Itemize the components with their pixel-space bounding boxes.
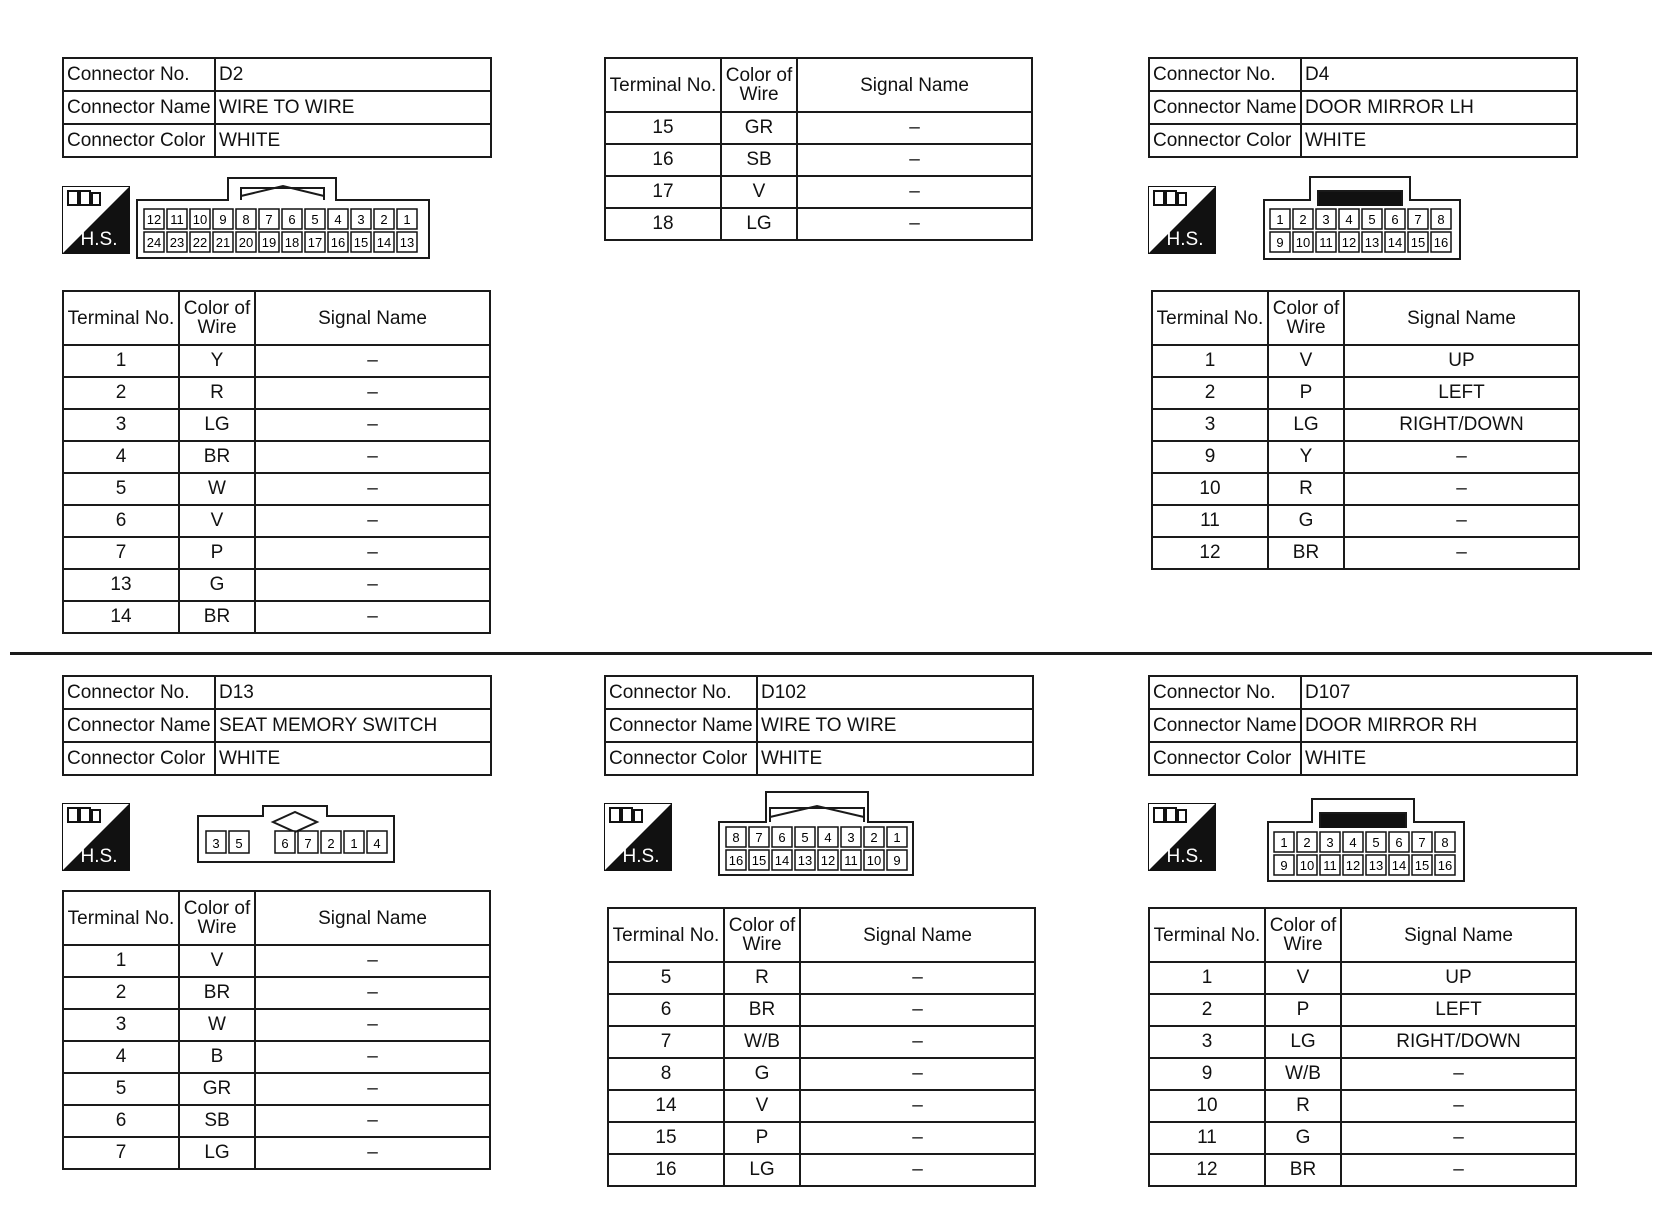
wire-color-cell: LG (179, 1137, 255, 1169)
pin-number: 3 (847, 830, 855, 845)
pin-number: 7 (265, 212, 273, 227)
connector-color-label: Connector Color (605, 742, 757, 775)
signal-name-header: Signal Name (255, 891, 490, 945)
signal-name-cell: UP (1344, 345, 1579, 377)
signal-name-cell: – (255, 601, 490, 633)
terminal-no-cell: 16 (608, 1154, 724, 1186)
pin-number: 3 (1326, 835, 1334, 850)
harness-side-label: H.S. (80, 229, 118, 250)
signal-name-cell: – (255, 441, 490, 473)
wire-color-cell: V (724, 1090, 800, 1122)
terminal-no-cell: 2 (63, 977, 179, 1009)
pin-number: 9 (1280, 858, 1288, 873)
signal-name-cell: – (255, 409, 490, 441)
wire-color-cell: R (1268, 473, 1344, 505)
terminal-no-cell: 11 (1152, 505, 1268, 537)
connector-no-label: Connector No. (1149, 58, 1301, 91)
signal-name-cell: – (797, 144, 1032, 176)
connector-no-label: Connector No. (63, 58, 215, 91)
signal-name-cell: – (255, 1041, 490, 1073)
pin-number: 2 (327, 836, 335, 851)
pin-number: 2 (870, 830, 878, 845)
pin-number: 6 (778, 830, 786, 845)
connector-name-value: DOOR MIRROR RH (1301, 709, 1577, 742)
signal-name-cell: – (255, 945, 490, 977)
connector-no-value: D13 (215, 676, 491, 709)
wire-color-cell: LG (1268, 409, 1344, 441)
wire-color-header-line1: Color of (1269, 915, 1337, 936)
harness-side-label: H.S. (80, 846, 118, 867)
wire-color-cell: P (179, 537, 255, 569)
signal-name-cell: – (1341, 1058, 1576, 1090)
pin-number: 9 (219, 212, 227, 227)
pin-number: 16 (1437, 858, 1453, 873)
pin-number: 14 (1387, 235, 1403, 250)
terminal-no-cell: 5 (608, 962, 724, 994)
signal-name-cell: – (255, 1137, 490, 1169)
wire-color-header-line2: Wire (197, 317, 237, 338)
pin-number: 14 (376, 235, 392, 250)
pin-number: 16 (1433, 235, 1449, 250)
signal-name-cell: – (255, 977, 490, 1009)
terminal-no-cell: 14 (63, 601, 179, 633)
terminal-no-cell: 12 (1149, 1154, 1265, 1186)
terminal-no-cell: 1 (1152, 345, 1268, 377)
connector-color-label: Connector Color (63, 742, 215, 775)
pin-number: 11 (1319, 235, 1333, 250)
wire-color-header-line1: Color of (1272, 298, 1340, 319)
signal-name-cell: – (255, 345, 490, 377)
signal-name-header: Signal Name (255, 291, 490, 345)
terminal-no-cell: 15 (605, 112, 721, 144)
wire-color-cell: R (179, 377, 255, 409)
pin-number: 5 (235, 836, 243, 851)
wire-color-cell: G (1265, 1122, 1341, 1154)
wire-color-cell: W (179, 1009, 255, 1041)
signal-name-cell: – (800, 962, 1035, 994)
connector-color-label: Connector Color (63, 124, 215, 157)
terminal-no-cell: 1 (63, 345, 179, 377)
wire-color-cell: BR (1268, 537, 1344, 569)
pin-number: 20 (238, 235, 254, 250)
terminal-no-header: Terminal No. (1149, 908, 1265, 962)
terminal-no-cell: 3 (63, 409, 179, 441)
wire-color-cell: LG (179, 409, 255, 441)
terminal-no-cell: 16 (605, 144, 721, 176)
pin-number: 5 (311, 212, 319, 227)
wire-color-header-line1: Color of (183, 898, 251, 919)
wire-color-cell: V (721, 176, 797, 208)
pin-number: 15 (1410, 235, 1426, 250)
signal-name-header: Signal Name (797, 58, 1032, 112)
wire-color-cell: BR (1265, 1154, 1341, 1186)
wire-color-cell: BR (179, 601, 255, 633)
wire-color-header-line2: Wire (742, 934, 782, 955)
pin-number: 1 (1280, 835, 1288, 850)
pin-number: 7 (1414, 212, 1422, 227)
connector-name-value: WIRE TO WIRE (215, 91, 491, 124)
wire-color-header-line2: Wire (739, 84, 779, 105)
pin-number: 7 (755, 830, 763, 845)
pin-number: 14 (1391, 858, 1407, 873)
signal-name-cell: – (800, 1122, 1035, 1154)
signal-name-cell: – (1344, 473, 1579, 505)
terminal-no-header: Terminal No. (608, 908, 724, 962)
pin-number: 2 (1303, 835, 1311, 850)
terminal-no-cell: 3 (63, 1009, 179, 1041)
wire-color-header-line1: Color of (183, 298, 251, 319)
pin-number: 3 (212, 836, 220, 851)
terminal-no-cell: 7 (63, 1137, 179, 1169)
pin-number: 8 (732, 830, 740, 845)
terminal-no-cell: 4 (63, 1041, 179, 1073)
wire-color-cell: Y (1268, 441, 1344, 473)
pin-number: 4 (824, 830, 832, 845)
connector-color-label: Connector Color (1149, 742, 1301, 775)
signal-name-cell: LEFT (1344, 377, 1579, 409)
wire-color-cell: V (179, 945, 255, 977)
signal-name-cell: – (800, 994, 1035, 1026)
wire-color-cell: W (179, 473, 255, 505)
connector-name-label: Connector Name (605, 709, 757, 742)
wire-color-header-line1: Color of (728, 915, 796, 936)
signal-name-cell: – (1344, 505, 1579, 537)
pin-number: 1 (350, 836, 358, 851)
signal-name-cell: – (255, 1073, 490, 1105)
pin-number: 12 (1345, 858, 1361, 873)
pin-number: 6 (1391, 212, 1399, 227)
pin-number: 17 (307, 235, 323, 250)
pin-number: 15 (751, 853, 767, 868)
terminal-no-cell: 5 (63, 1073, 179, 1105)
pin-number: 4 (1345, 212, 1353, 227)
pin-number: 14 (774, 853, 790, 868)
wire-color-cell: SB (721, 144, 797, 176)
connector-no-value: D102 (757, 676, 1033, 709)
wire-color-cell: W/B (1265, 1058, 1341, 1090)
wire-color-cell: V (179, 505, 255, 537)
wire-color-cell: LG (721, 208, 797, 240)
signal-name-header: Signal Name (1341, 908, 1576, 962)
pin-number: 23 (169, 235, 185, 250)
terminal-no-cell: 4 (63, 441, 179, 473)
signal-name-cell: – (255, 473, 490, 505)
pin-number: 13 (797, 853, 813, 868)
pin-number: 5 (801, 830, 809, 845)
terminal-no-cell: 5 (63, 473, 179, 505)
pin-number: 10 (1299, 858, 1315, 873)
terminal-no-cell: 1 (63, 945, 179, 977)
wire-color-cell: V (1265, 962, 1341, 994)
pin-number: 1 (1276, 212, 1284, 227)
wire-color-cell: B (179, 1041, 255, 1073)
terminal-no-cell: 14 (608, 1090, 724, 1122)
connector-name-value: DOOR MIRROR LH (1301, 91, 1577, 124)
pin-number: 16 (330, 235, 346, 250)
connector-name-value: WIRE TO WIRE (757, 709, 1033, 742)
pin-number: 10 (866, 853, 882, 868)
signal-name-cell: – (797, 176, 1032, 208)
terminal-no-header: Terminal No. (605, 58, 721, 112)
signal-name-header: Signal Name (800, 908, 1035, 962)
signal-name-cell: – (255, 505, 490, 537)
pin-number: 13 (399, 235, 415, 250)
connector-no-value: D2 (215, 58, 491, 91)
wire-color-header-line2: Wire (1286, 317, 1326, 338)
wire-color-cell: G (724, 1058, 800, 1090)
pin-number: 5 (1368, 212, 1376, 227)
pin-number: 4 (1349, 835, 1357, 850)
pin-number: 15 (353, 235, 369, 250)
signal-name-cell: – (255, 569, 490, 601)
pin-number: 12 (1341, 235, 1357, 250)
wire-color-header-line2: Wire (1283, 934, 1323, 955)
wire-color-cell: SB (179, 1105, 255, 1137)
pin-number: 7 (304, 836, 312, 851)
terminal-no-cell: 10 (1152, 473, 1268, 505)
terminal-no-cell: 8 (608, 1058, 724, 1090)
wire-color-cell: Y (179, 345, 255, 377)
pin-number: 3 (1322, 212, 1330, 227)
signal-name-cell: RIGHT/DOWN (1341, 1026, 1576, 1058)
harness-side-label: H.S. (1166, 846, 1204, 867)
wire-color-cell: W/B (724, 1026, 800, 1058)
terminal-no-cell: 7 (608, 1026, 724, 1058)
terminal-no-cell: 3 (1149, 1026, 1265, 1058)
wire-color-cell: G (179, 569, 255, 601)
pin-number: 11 (1323, 858, 1337, 873)
pin-number: 7 (1418, 835, 1426, 850)
wire-color-cell: V (1268, 345, 1344, 377)
pin-number: 16 (728, 853, 744, 868)
pin-number: 8 (1437, 212, 1445, 227)
terminal-no-header: Terminal No. (1152, 291, 1268, 345)
connector-no-label: Connector No. (63, 676, 215, 709)
terminal-no-cell: 2 (1152, 377, 1268, 409)
wire-color-cell: GR (179, 1073, 255, 1105)
connector-name-label: Connector Name (1149, 709, 1301, 742)
pin-number: 8 (1441, 835, 1449, 850)
terminal-no-cell: 2 (63, 377, 179, 409)
harness-side-label: H.S. (1166, 229, 1204, 250)
signal-name-cell: UP (1341, 962, 1576, 994)
wire-color-cell: R (1265, 1090, 1341, 1122)
terminal-no-cell: 15 (608, 1122, 724, 1154)
connector-name-value: SEAT MEMORY SWITCH (215, 709, 491, 742)
pin-number: 12 (820, 853, 836, 868)
pin-number: 6 (281, 836, 289, 851)
pin-number: 6 (288, 212, 296, 227)
wire-color-cell: BR (179, 977, 255, 1009)
terminal-no-cell: 13 (63, 569, 179, 601)
pin-number: 11 (844, 853, 858, 868)
terminal-no-cell: 17 (605, 176, 721, 208)
pin-number: 15 (1414, 858, 1430, 873)
pin-number: 4 (334, 212, 342, 227)
connector-color-value: WHITE (1301, 742, 1577, 775)
wire-color-cell: P (724, 1122, 800, 1154)
harness-side-label: H.S. (622, 846, 660, 867)
pin-number: 19 (261, 235, 277, 250)
connector-color-value: WHITE (215, 124, 491, 157)
terminal-no-cell: 10 (1149, 1090, 1265, 1122)
pin-number: 18 (284, 235, 300, 250)
terminal-no-cell: 18 (605, 208, 721, 240)
wire-color-cell: R (724, 962, 800, 994)
signal-name-cell: – (800, 1154, 1035, 1186)
signal-name-cell: – (255, 377, 490, 409)
pin-number: 11 (170, 212, 184, 227)
pin-number: 6 (1395, 835, 1403, 850)
connector-color-value: WHITE (757, 742, 1033, 775)
pin-number: 9 (893, 853, 901, 868)
signal-name-cell: – (800, 1026, 1035, 1058)
connector-no-label: Connector No. (1149, 676, 1301, 709)
signal-name-cell: – (797, 112, 1032, 144)
wire-color-cell: LG (1265, 1026, 1341, 1058)
signal-name-cell: – (255, 1009, 490, 1041)
signal-name-cell: LEFT (1341, 994, 1576, 1026)
connector-no-value: D107 (1301, 676, 1577, 709)
connector-name-label: Connector Name (1149, 91, 1301, 124)
wire-color-cell: P (1265, 994, 1341, 1026)
terminal-no-cell: 9 (1152, 441, 1268, 473)
pin-number: 22 (192, 235, 208, 250)
pin-number: 8 (242, 212, 250, 227)
wire-color-cell: GR (721, 112, 797, 144)
wire-color-cell: LG (724, 1154, 800, 1186)
wire-color-cell: P (1268, 377, 1344, 409)
signal-name-cell: – (1344, 441, 1579, 473)
terminal-no-header: Terminal No. (63, 291, 179, 345)
pin-number: 12 (146, 212, 162, 227)
pin-number: 1 (893, 830, 901, 845)
pin-number: 4 (373, 836, 381, 851)
pin-cell (252, 831, 272, 853)
signal-name-cell: – (255, 537, 490, 569)
pin-number: 2 (1299, 212, 1307, 227)
terminal-no-cell: 11 (1149, 1122, 1265, 1154)
wire-color-header-line2: Wire (197, 917, 237, 938)
connector-color-value: WHITE (1301, 124, 1577, 157)
wire-color-header-line1: Color of (725, 65, 793, 86)
pin-number: 3 (357, 212, 365, 227)
terminal-no-cell: 6 (63, 505, 179, 537)
connector-no-value: D4 (1301, 58, 1577, 91)
signal-name-cell: – (1341, 1154, 1576, 1186)
terminal-no-header: Terminal No. (63, 891, 179, 945)
pin-number: 10 (192, 212, 208, 227)
wire-color-cell: G (1268, 505, 1344, 537)
signal-name-cell: – (800, 1090, 1035, 1122)
terminal-no-cell: 6 (608, 994, 724, 1026)
terminal-no-cell: 6 (63, 1105, 179, 1137)
connector-color-label: Connector Color (1149, 124, 1301, 157)
wire-color-cell: BR (179, 441, 255, 473)
terminal-no-cell: 9 (1149, 1058, 1265, 1090)
connector-no-label: Connector No. (605, 676, 757, 709)
connector-name-label: Connector Name (63, 709, 215, 742)
pin-number: 2 (380, 212, 388, 227)
terminal-no-cell: 12 (1152, 537, 1268, 569)
pin-number: 13 (1364, 235, 1380, 250)
terminal-no-cell: 7 (63, 537, 179, 569)
pin-number: 24 (146, 235, 162, 250)
terminal-no-cell: 3 (1152, 409, 1268, 441)
pin-number: 10 (1295, 235, 1311, 250)
terminal-no-cell: 2 (1149, 994, 1265, 1026)
signal-name-cell: – (1341, 1122, 1576, 1154)
pin-number: 13 (1368, 858, 1384, 873)
pin-number: 9 (1276, 235, 1284, 250)
signal-name-cell: – (797, 208, 1032, 240)
connector-color-value: WHITE (215, 742, 491, 775)
connector-name-label: Connector Name (63, 91, 215, 124)
pin-number: 1 (403, 212, 411, 227)
wire-color-cell: BR (724, 994, 800, 1026)
signal-name-cell: – (800, 1058, 1035, 1090)
signal-name-cell: – (255, 1105, 490, 1137)
signal-name-cell: RIGHT/DOWN (1344, 409, 1579, 441)
pin-number: 21 (215, 235, 231, 250)
pin-number: 5 (1372, 835, 1380, 850)
terminal-no-cell: 1 (1149, 962, 1265, 994)
signal-name-cell: – (1341, 1090, 1576, 1122)
signal-name-cell: – (1344, 537, 1579, 569)
signal-name-header: Signal Name (1344, 291, 1579, 345)
